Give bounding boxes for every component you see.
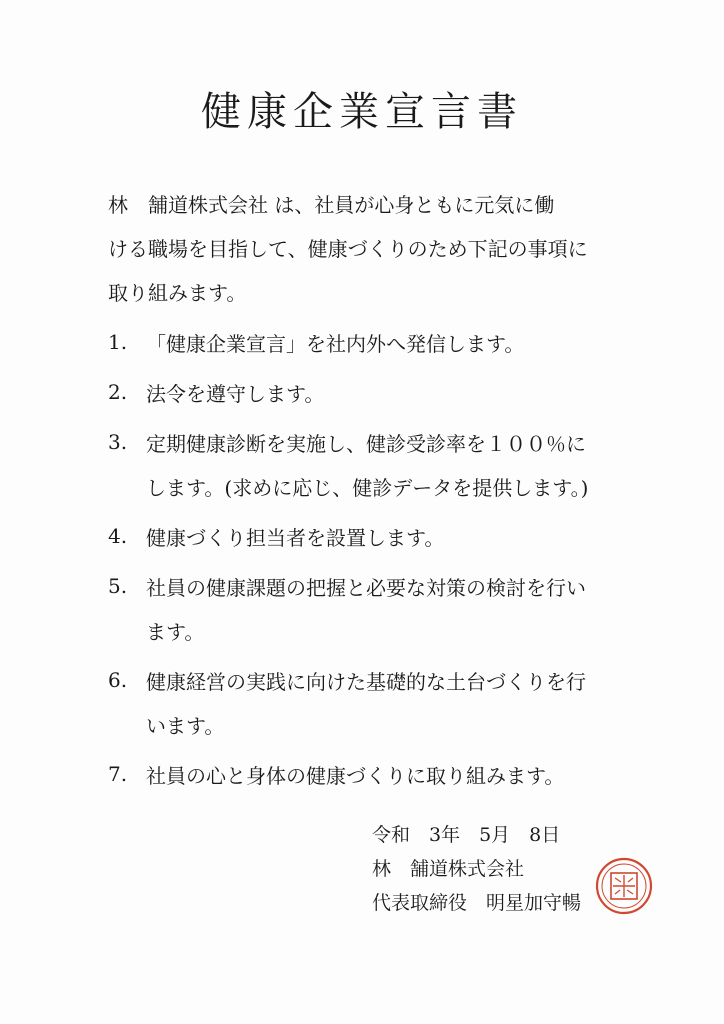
item-text: 健康経営の実践に向けた基礎的な土台づくりを行 — [146, 670, 586, 694]
item-body — [146, 430, 668, 502]
declaration-item-3 — [108, 430, 668, 502]
signature-representative: 代表取締役 明星加守暢 — [372, 892, 582, 914]
item-text: 社員の心と身体の健康づくりに取り組みます。 — [146, 764, 565, 788]
declaration-item-7 — [108, 762, 668, 790]
item-body — [146, 574, 668, 646]
company-seal-icon — [594, 856, 654, 916]
intro-line: 林 舗道株式会社 は、社員が心身ともに元気に働 — [108, 193, 555, 217]
item-number: 6. — [108, 668, 128, 692]
item-body — [146, 762, 668, 790]
item-text: 法令を遵守します。 — [146, 382, 325, 406]
declaration-item-5 — [108, 574, 668, 646]
item-text: します。(求めに応じ、健診データを提供します。) — [146, 476, 589, 500]
declaration-items-list — [108, 330, 668, 812]
declaration-item-2 — [108, 380, 668, 408]
item-text: います。 — [146, 714, 225, 738]
item-body — [146, 668, 668, 740]
item-text: 定期健康診断を実施し、健診受診率を１００％に — [146, 432, 586, 456]
item-body — [146, 330, 668, 358]
intro-line: 取り組みます。 — [108, 281, 247, 305]
item-text: 「健康企業宣言」を社内外へ発信します。 — [146, 332, 525, 356]
signature-date: 令和 3年 5月 8日 — [372, 824, 561, 846]
item-number: 1. — [108, 330, 128, 354]
intro-line: ける職場を目指して、健康づくりのため下記の事項に — [108, 237, 588, 261]
item-number: 7. — [108, 762, 128, 786]
item-number: 2. — [108, 380, 128, 404]
item-text: ます。 — [146, 620, 205, 644]
intro-paragraph — [108, 183, 632, 315]
item-number: 3. — [108, 430, 128, 454]
document-title: 健康企業宣言書 — [201, 89, 523, 135]
declaration-item-1 — [108, 330, 668, 358]
item-body — [146, 524, 668, 552]
signature-company: 林 舗道株式会社 — [372, 858, 525, 880]
declaration-item-4 — [108, 524, 668, 552]
signature-block — [372, 818, 581, 920]
item-number: 4. — [108, 524, 128, 548]
item-text: 社員の健康課題の把握と必要な対策の検討を行い — [146, 576, 586, 600]
declaration-item-6 — [108, 668, 668, 740]
item-body — [146, 380, 668, 408]
item-number: 5. — [108, 574, 128, 598]
item-text: 健康づくり担当者を設置します。 — [146, 526, 445, 550]
